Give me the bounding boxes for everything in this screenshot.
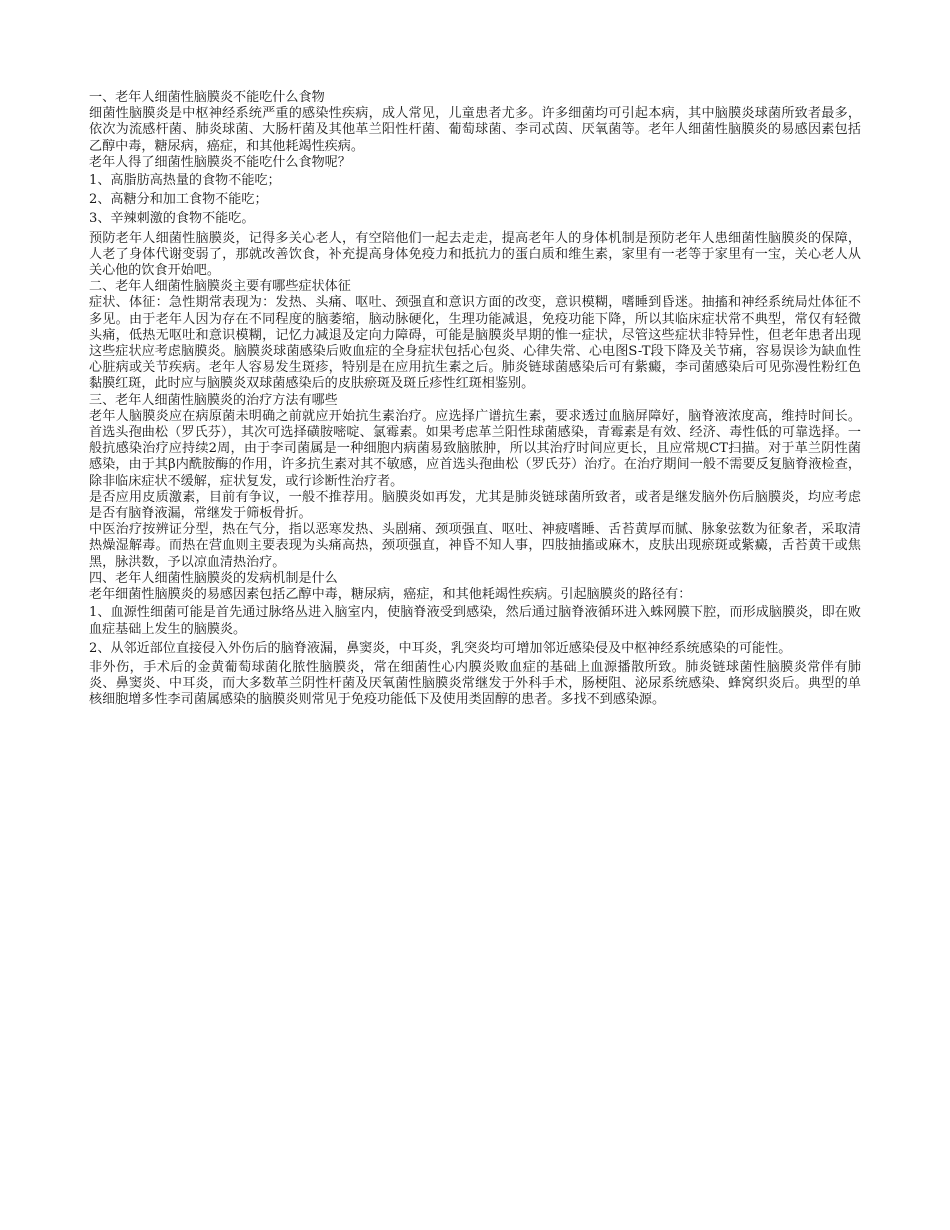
section-heading: 一、老年人细菌性脑膜炎不能吃什么食物 [89, 90, 325, 105]
paragraph: 老年细菌性脑膜炎的易感因素包括乙醇中毒，糖尿病，癌症，和其他耗竭性疾病。引起脑膜炎的路径有： [89, 587, 692, 603]
section-heading: 二、老年人细菌性脑膜炎主要有哪些症状体征 [89, 279, 351, 295]
list-item: 2、从邻近部位直接侵入外伤后的脑脊液漏，鼻窦炎，中耳炎，乳突炎均可增加邻近感染侵及中枢神经系统感染的可能性。 [89, 640, 792, 656]
paragraph: 非外伤，手术后的金黄葡萄球菌化脓性脑膜炎，常在细菌性心内膜炎败血症的基础上血源播散所致。肺炎链球菌性脑膜炎常伴有肺炎、鼻窦炎、中耳炎，而大多数革兰阴性杆菌及厌氧菌性脑膜炎常继发于外科手术，肠梗阻、泌尿系统感染、蜂窝织炎后。典型的单核细胞增多性李司菌属感染的脑膜炎则常见于免疫功能低下及使用类固醇的患者。多找不到感染源。 [89, 659, 861, 708]
paragraph: 是否应用皮质激素，目前有争议，一般不推荐用。脑膜炎如再发，尤其是肺炎链球菌所致者，或者是继发脑外伤后脑膜炎，均应考虑是否有脑脊液漏，常继发于筛板骨折。 [89, 489, 861, 522]
section-heading: 三、老年人细菌性脑膜炎的治疗方法有哪些 [89, 392, 338, 408]
section-heading: 四、老年人细菌性脑膜炎的发病机制是什么 [89, 570, 338, 586]
list-item: 3、辛辣刺激的食物不能吃。 [89, 211, 255, 227]
paragraph: 老年人得了细菌性脑膜炎不能吃什么食物呢？ [89, 154, 351, 170]
document-body [89, 90, 861, 709]
list-item: 1、高脂肪高热量的食物不能吃； [89, 173, 281, 189]
paragraph: 老年人脑膜炎应在病原菌未明确之前就应开始抗生素治疗。应选择广谱抗生素，要求透过血脑屏障好，脑脊液浓度高，维持时间长。首选头孢曲松（罗氏芬），其次可选择磺胺嘧啶、氯霉素。如果考虑革兰阳性球菌感染，青霉素是有效、经济、毒性低的可靠选择。一般抗感染治疗应持续2周，由于李司菌属是一种细胞内病菌易致脑脓肿，所以其治疗时间应更长，且应常规CT扫描。对于革兰阴性菌感染，由于其β内酰胺酶的作用，许多抗生素对其不敏感，应首选头孢曲松（罗氏芬）治疗。在治疗期间一般不需要反复脑脊液检查，除非临床症状不缓解，症状复发，或行诊断性治疗者。 [89, 408, 861, 489]
paragraph: 中医治疗按辨证分型，热在气分，指以恶寒发热、头剧痛、颈项强直、呕吐、神疲嗜睡、舌苔黄厚而腻、脉象弦数为征象者，采取清热燥湿解毒。而热在营血则主要表现为头痛高热，颈项强直，神昏不知人事，四肢抽搐或麻木，皮肤出现瘀斑或紫癜，舌苔黄干或焦黑，脉洪数，予以凉血清热治疗。 [89, 522, 861, 570]
paragraph: 细菌性脑膜炎是中枢神经系统严重的感染性疾病，成人常见，儿童患者尤多。许多细菌均可引起本病，其中脑膜炎球菌所致者最多，依次为流感杆菌、肺炎球菌、大肠杆菌及其他革兰阳性杆菌、葡萄球菌、李司忒茵、厌氧菌等。老年人细菌性脑膜炎的易感因素包括乙醇中毒，糖尿病，癌症，和其他耗竭性疾病。 [89, 106, 861, 154]
list-item: 1、血源性细菌可能是首先通过脉络丛进入脑室内，使脑脊液受到感染，然后通过脑脊液循环进入蛛网膜下腔，而形成脑膜炎，即在败血症基础上发生的脑膜炎。 [89, 605, 861, 637]
paragraph: 症状、体征：急性期常表现为：发热、头痛、呕吐、颈强直和意识方面的改变，意识模糊，嗜睡到昏迷。抽搐和神经系统局灶体征不多见。由于老年人因为存在不同程度的脑萎缩，脑动脉硬化，生理功能减退，免疫功能下降，所以其临床症状常不典型，常仅有轻微头痛，低热无呕吐和意识模糊，记忆力减退及定向力障碍，可能是脑膜炎早期的惟一症状，尽管这些症状非特异性，但老年患者出现这些症状应考虑脑膜炎。脑膜炎球菌感染后败血症的全身症状包括心包炎、心律失常、心电图S-T段下降及关节痛，容易误诊为缺血性心脏病或关节疾病。老年人容易发生斑疹，特别是在应用抗生素之后。肺炎链球菌感染后可有紫癜，李司菌感染后可见弥漫性粉红色黏膜红斑，此时应与脑膜炎双球菌感染后的皮肤瘀斑及斑丘疹性红斑相鉴别。 [89, 295, 861, 392]
paragraph: 预防老年人细菌性脑膜炎，记得多关心老人，有空陪他们一起去走走，提高老年人的身体机制是预防老年人患细菌性脑膜炎的保障，人老了身体代谢变弱了，那就改善饮食，补充提高身体免疫力和抵抗力的蛋白质和维生素，家里有一老等于家里有一宝，关心老人从关心他的饮食开始吧。 [89, 230, 861, 279]
list-item: 2、高糖分和加工食物不能吃； [89, 192, 268, 208]
